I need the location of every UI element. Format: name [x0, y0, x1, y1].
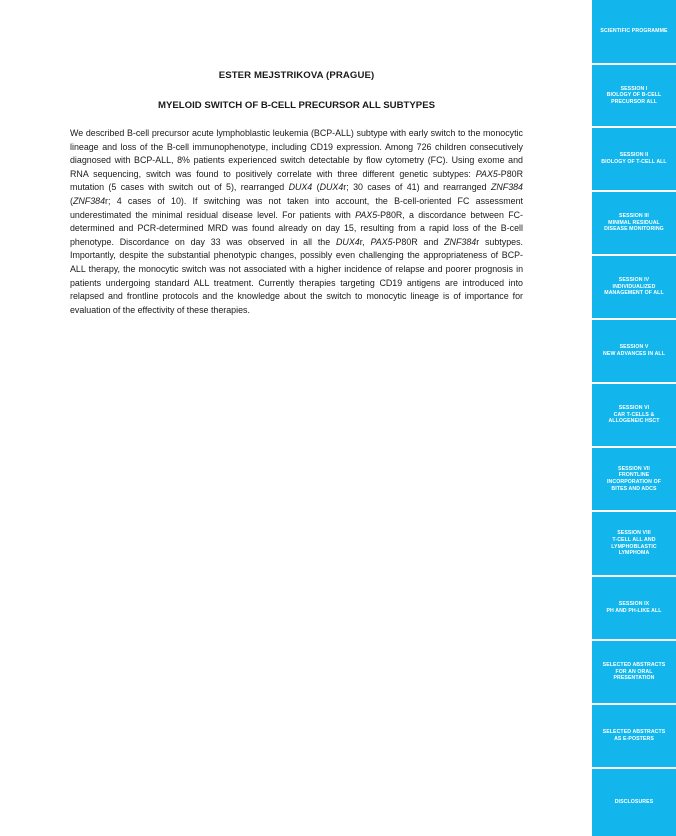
abstract-text: r; 4 cases of 10). If switching was not taken into account, the B-cell-oriented FC assessment underestimated the minimal residual disease level. For patients with: [70, 195, 523, 220]
author-heading: ESTER MEJSTRIKOVA (PRAGUE): [218, 70, 375, 81]
nav-tab-label: SESSION VI CAR T-CELLS & ALLOGENEIC HSCT: [608, 405, 660, 425]
nav-tab-session-4[interactable]: [592, 256, 676, 318]
nav-tab-label: SCIENTIFIC PROGRAMME: [600, 28, 668, 35]
nav-tab-label: SELECTED ABSTRACTS AS E-POSTERS: [602, 729, 666, 742]
nav-tab-label: SESSION III MINIMAL RESIDUAL DISEASE MONITORING: [604, 213, 664, 233]
abstract-text: -P80R, a discordance between FC-determined and PCR-determined MRD was found already on day 15, resulting from a rapid loss of the B-cell phenotype. Discordance on day 33 was observed in all the: [70, 209, 523, 247]
abstract-text: r,: [359, 236, 371, 247]
gene-name: DUX4: [288, 182, 313, 193]
nav-tab-session-1[interactable]: [592, 65, 676, 126]
abstract-text: r subtypes. Importantly, despite the substantial phenotypic changes, possibly even challenging the appropriateness of BCP-ALL therapy, the monocytic switch was not associated with a higher incidence of relapse and poorer prognosis in patients undergoing standard ALL treatment. Currently therapies targeting CD19 antigens are introduced into relapsed and frontline protocols and the knowledge about the switch to monocytic lineage is of importance for evaluation of the effectivity of these therapies.: [70, 236, 523, 315]
nav-tab-oral-abstracts[interactable]: [592, 641, 676, 703]
abstract-body: [70, 127, 523, 317]
abstract-text: -P80R mutation (5 cases with switch out of 5), rearranged: [70, 168, 523, 193]
nav-tab-session-2[interactable]: [592, 128, 676, 190]
nav-tab-label: DISCLOSURES: [614, 799, 654, 806]
sidebar-nav: [592, 0, 676, 836]
abstract-text: (: [312, 182, 320, 193]
nav-tab-label: SESSION IV INDIVIDUALIZED MANAGEMENT OF ALL: [604, 277, 664, 297]
nav-tab-scientific-programme[interactable]: [592, 0, 676, 63]
nav-tab-label: SESSION IX PH AND PH-LIKE ALL: [606, 601, 662, 614]
nav-tab-session-5[interactable]: [592, 320, 676, 382]
nav-tab-label: SELECTED ABSTRACTS FOR AN ORAL PRESENTATION: [602, 662, 666, 682]
gene-name: PAX5: [355, 209, 378, 220]
abstract-text: r; 30 cases of 41) and rearranged: [343, 182, 491, 193]
gene-name: DUX4: [319, 182, 344, 193]
nav-tab-label: SESSION V NEW ADVANCES IN ALL: [603, 344, 665, 357]
gene-name: ZNF384: [490, 182, 523, 193]
gene-name: PAX5: [370, 236, 393, 247]
nav-tab-label: SESSION I BIOLOGY OF B-CELL PRECURSOR ALL: [606, 85, 662, 105]
gene-name: PAX5: [475, 168, 498, 179]
nav-tab-disclosures[interactable]: [592, 769, 676, 836]
nav-tab-label: SESSION II BIOLOGY OF T-CELL ALL: [601, 152, 667, 165]
nav-tab-session-6[interactable]: [592, 384, 676, 446]
nav-tab-session-8[interactable]: [592, 512, 676, 575]
nav-tab-session-3[interactable]: [592, 192, 676, 254]
nav-tab-eposter-abstracts[interactable]: [592, 705, 676, 767]
gene-name: ZNF384: [72, 195, 106, 206]
nav-tab-session-7[interactable]: [592, 448, 676, 510]
gene-name: DUX4: [336, 236, 360, 247]
nav-tab-label: SESSION VIII T-CELL ALL AND LYMPHOBLASTIC LYMPHOMA: [611, 530, 657, 557]
abstract-text: We described B-cell precursor acute lymphoblastic leukemia (BCP-ALL) subtype with early switch to the monocytic lineage and loss of the B-cell immunophenotype, including CD19 expression. Among 726 children consecutively diagnosed with BCP-ALL, 8% patients experienced switch detectable by flow cytometry (FC). Using exome and RNA sequencing, switch was found to positively correlate with three different genetic subtypes:: [70, 128, 523, 179]
nav-tab-session-9[interactable]: [592, 577, 676, 639]
gene-name: ZNF384: [444, 236, 477, 247]
abstract-text: -P80R and: [392, 236, 445, 247]
abstract-title: MYELOID SWITCH OF B-CELL PRECURSOR ALL SUBTYPES: [158, 100, 435, 111]
abstract-text: (: [70, 195, 73, 206]
nav-tab-label: SESSION VII FRONTLINE INCORPORATION OF BITES AND ADCS: [607, 465, 661, 492]
